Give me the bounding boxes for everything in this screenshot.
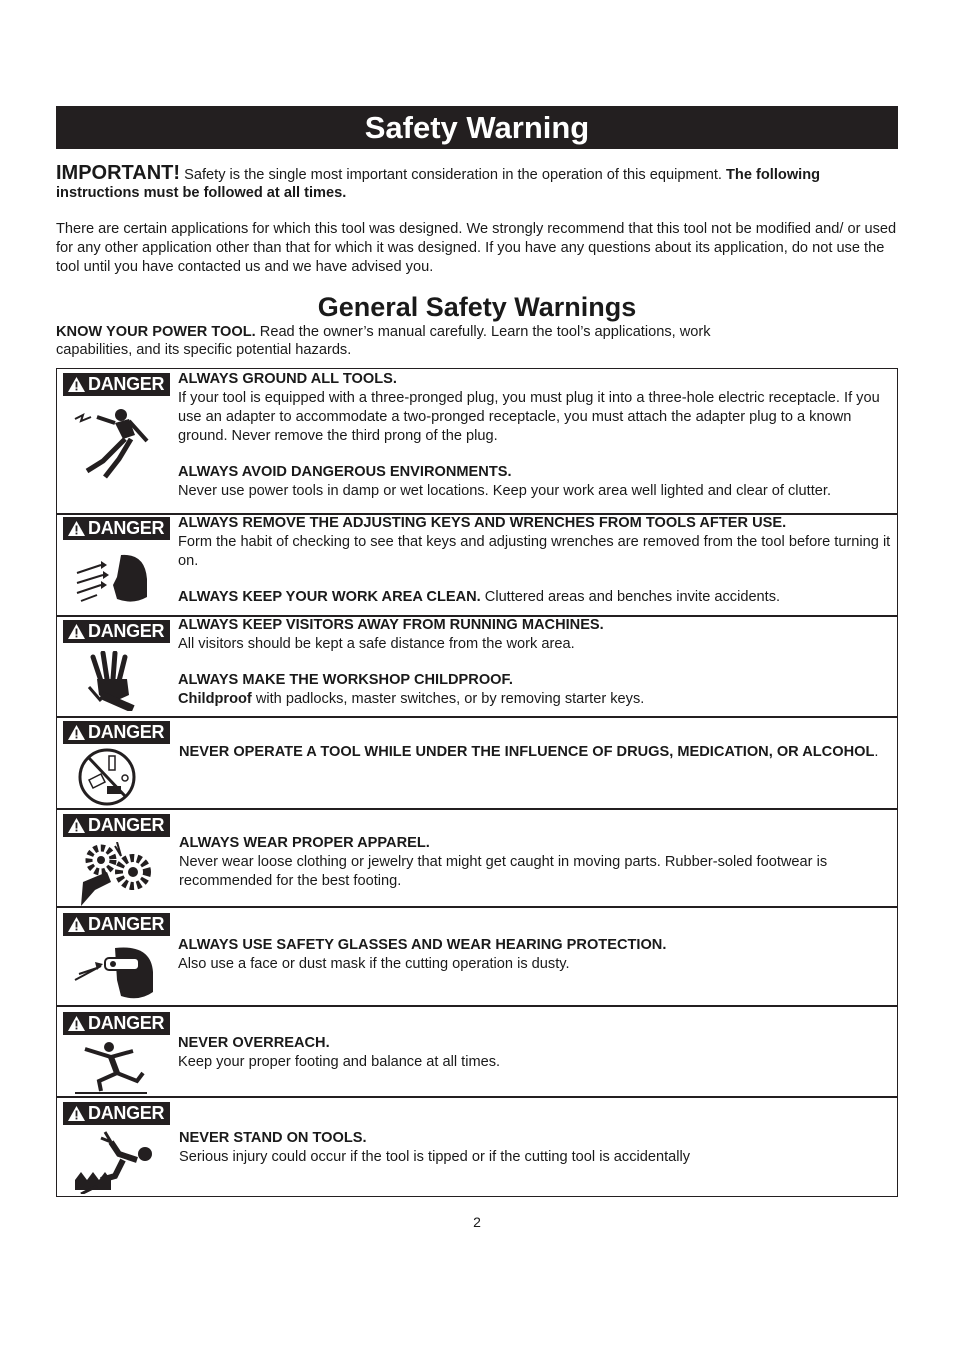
danger-body: .	[874, 744, 879, 760]
danger-row-keys	[57, 513, 897, 617]
danger-body: with padlocks, master switches, or by removing starter keys.	[251, 691, 645, 707]
danger-row-drugs	[57, 716, 897, 810]
page-number: 2	[473, 1214, 481, 1230]
danger-badge	[63, 721, 170, 744]
flying-debris-head-icon	[71, 551, 157, 611]
danger-label: DANGER	[88, 374, 165, 394]
danger-heading: NEVER OPERATE A TOOL WHILE UNDER THE INFLUENCE OF DRUGS, MEDICATION, OR ALCOHOL	[179, 744, 875, 760]
danger-label: DANGER	[88, 815, 165, 835]
danger-row-ground	[57, 369, 897, 513]
danger-heading: ALWAYS KEEP YOUR WORK AREA CLEAN.	[178, 589, 481, 605]
danger-body: Cluttered areas and benches invite accidents.	[480, 589, 781, 605]
electric-shock-icon	[71, 405, 157, 479]
know-your-tool	[56, 323, 776, 359]
gears-entanglement-icon	[71, 842, 157, 906]
danger-text	[179, 834, 894, 891]
warning-triangle-icon	[68, 818, 85, 833]
danger-label: DANGER	[88, 1103, 165, 1123]
danger-body: Keep your proper footing and balance at all times.	[178, 1054, 501, 1070]
danger-row-overreach	[57, 1005, 897, 1098]
danger-text	[178, 514, 893, 607]
danger-badge	[63, 814, 170, 837]
danger-heading: ALWAYS MAKE THE WORKSHOP CHILDPROOF.	[178, 672, 513, 688]
know-bold: KNOW YOUR POWER TOOL.	[56, 324, 256, 340]
danger-badge	[63, 1012, 170, 1035]
danger-body: Also use a face or dust mask if the cutting operation is dusty.	[178, 956, 570, 972]
danger-heading: ALWAYS USE SAFETY GLASSES AND WEAR HEARING PROTECTION.	[178, 937, 667, 953]
warning-triangle-icon	[68, 725, 85, 740]
danger-body: If your tool is equipped with a three-pronged plug, you must plug it into a three-hole electric receptacle. If you use an adapter to accommodate a two-pronged receptacle, you must attach the adapter plug to a known ground. Never remove the third prong of the plug.	[178, 390, 880, 444]
danger-body: Serious injury could occur if the tool is tipped or if the cutting tool is accidentally	[179, 1149, 691, 1165]
danger-label: DANGER	[88, 914, 165, 934]
danger-row-visitors	[57, 615, 897, 718]
danger-heading: ALWAYS AVOID DANGEROUS ENVIRONMENTS.	[178, 464, 512, 480]
danger-heading: NEVER STAND ON TOOLS.	[179, 1130, 367, 1146]
danger-label: DANGER	[88, 621, 165, 641]
danger-badge	[63, 1102, 170, 1125]
danger-row-apparel	[57, 808, 897, 908]
important-text: Safety is the single most important consideration in the operation of this equipment.	[180, 167, 727, 183]
danger-heading: ALWAYS REMOVE THE ADJUSTING KEYS AND WRENCHES FROM TOOLS AFTER USE.	[178, 515, 787, 531]
warning-triangle-icon	[68, 1106, 85, 1121]
danger-text	[178, 616, 893, 709]
danger-heading: NEVER OVERREACH.	[178, 1035, 330, 1051]
danger-badge	[63, 517, 170, 540]
danger-label: DANGER	[88, 722, 165, 742]
danger-badge	[63, 620, 170, 643]
danger-body: All visitors should be kept a safe distance from the work area.	[178, 636, 575, 652]
application-paragraph: There are certain applications for which this tool was designed. We strongly recommend that this tool not be modified and/ or used for any other application other than that for which it was designed. If you have any questions about its application, do not use the tool until you have contacted us and we have advised you.	[56, 221, 897, 275]
danger-text	[178, 1034, 893, 1072]
falling-person-icon	[71, 1041, 157, 1095]
danger-heading: ALWAYS KEEP VISITORS AWAY FROM RUNNING MACHINES.	[178, 617, 604, 633]
no-drugs-alcohol-icon	[71, 748, 151, 806]
danger-text	[179, 743, 894, 762]
danger-badge	[63, 373, 170, 396]
danger-body: Never wear loose clothing or jewelry that might get caught in moving parts. Rubber-soled footwear is recommended for the best footing.	[179, 854, 828, 889]
danger-body: Form the habit of checking to see that keys and adjusting wrenches are removed from the tool before turning it on.	[178, 534, 891, 569]
injured-hand-icon	[71, 651, 157, 711]
warning-triangle-icon	[68, 521, 85, 536]
safety-glasses-icon	[71, 944, 157, 1002]
know-text: Read the owner’s manual carefully. Learn the tool’s applications, work capabilities, and its specific potential hazards.	[56, 324, 711, 358]
danger-heading: ALWAYS WEAR PROPER APPAREL.	[179, 835, 430, 851]
warning-triangle-icon	[68, 1016, 85, 1031]
warning-triangle-icon	[68, 377, 85, 392]
standing-on-tool-icon	[71, 1130, 157, 1194]
page-title: Safety Warning	[56, 106, 898, 149]
danger-badge	[63, 913, 170, 936]
danger-heading: ALWAYS GROUND ALL TOOLS.	[178, 371, 397, 387]
important-bold-text: The following instructions must be followed at all times.	[56, 167, 821, 201]
danger-row-stand	[57, 1096, 897, 1198]
danger-table	[56, 368, 898, 1197]
important-label: IMPORTANT!	[56, 162, 181, 184]
danger-body: Never use power tools in damp or wet locations. Keep your work area well lighted and clear of clutter.	[178, 483, 831, 499]
danger-row-glasses	[57, 906, 897, 1007]
danger-text	[178, 936, 893, 974]
warning-triangle-icon	[68, 624, 85, 639]
section-title: General Safety Warnings	[317, 292, 637, 322]
danger-label: DANGER	[88, 518, 165, 538]
danger-text	[178, 370, 893, 501]
danger-label: DANGER	[88, 1013, 165, 1033]
important-notice	[56, 164, 901, 202]
warning-triangle-icon	[68, 917, 85, 932]
danger-body-bold: Childproof	[178, 691, 252, 707]
danger-text	[179, 1129, 894, 1167]
